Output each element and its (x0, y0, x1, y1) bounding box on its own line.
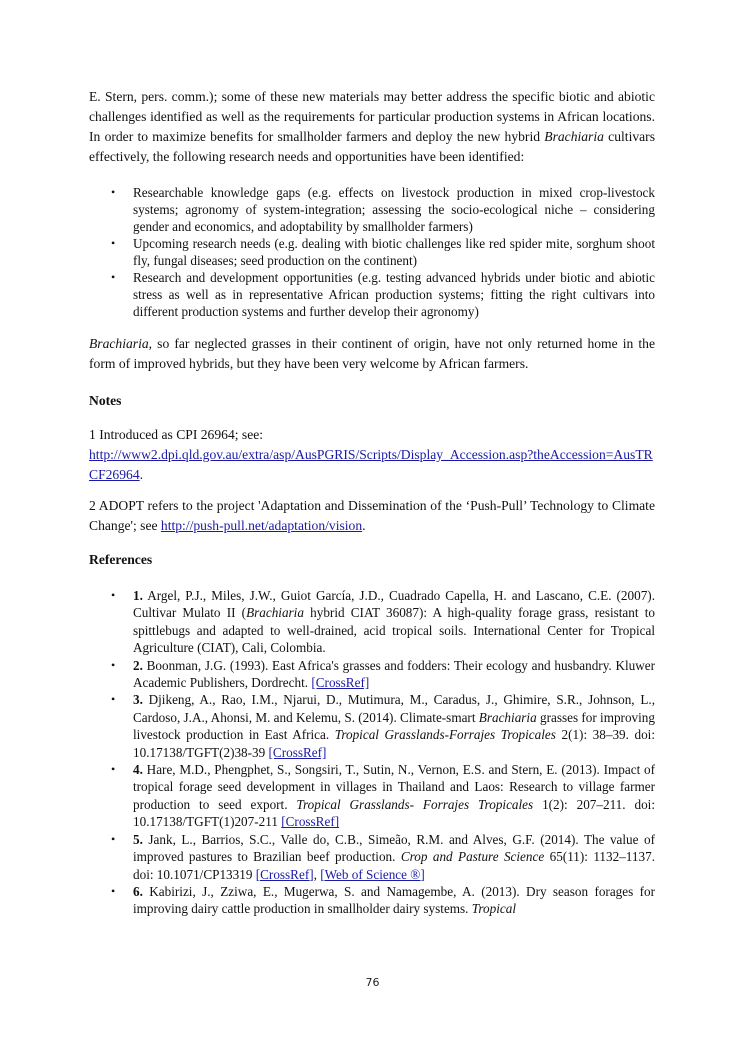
reference-item (89, 587, 655, 657)
reference-number: 4. (133, 762, 143, 778)
reference-item (89, 761, 655, 831)
list-item-text: Upcoming research needs (e.g. dealing with biotic challenges like red spider mite, sorghum shoot fly, fungal diseases; seed production on the continent) (133, 236, 655, 268)
bullet-icon: • (111, 588, 116, 602)
note-2-end: . (362, 518, 366, 533)
reference-text: Kabirizi, J., Zziwa, E., Mugerwa, S. and Namagembe, A. (2013). Dry season forages for improving dairy cattle production in smallholder dairy systems. (133, 883, 655, 917)
reference-text: grasses for improving livestock production in East Africa. (133, 709, 655, 743)
reference-journal: Tropical Grasslands-Forrajes Tropicales (334, 727, 556, 743)
intro-paragraph (89, 87, 655, 167)
note-2-text: 2 ADOPT refers to the project 'Adaptation and Dissemination of the ‘Push-Pull’ Technology to Climate Change'; see (89, 498, 655, 533)
closing-paragraph (89, 334, 655, 374)
document-page (89, 87, 655, 918)
crossref-link[interactable]: [CrossRef] (255, 866, 314, 882)
note-2-link[interactable]: http://push-pull.net/adaptation/vision (160, 518, 363, 533)
reference-journal: Tropical Grasslands- Forrajes Tropicales (296, 796, 534, 812)
crossref-link[interactable]: [CrossRef] (311, 675, 370, 691)
note-1-text: 1 Introduced as CPI 26964; see: (89, 427, 264, 442)
reference-item (89, 691, 655, 761)
crossref-link[interactable]: [CrossRef] (281, 814, 340, 830)
reference-text: 1(2): 207–211. doi: 10.17138/TGFT(1)207-211 (133, 796, 655, 830)
intro-italic-genus: Brachiaria (544, 129, 604, 144)
reference-journal: Crop and Pasture Science (400, 849, 545, 865)
bullet-icon: • (111, 831, 116, 846)
page-number: 76 (365, 976, 380, 989)
note-1-link[interactable]: http://www2.dpi.qld.gov.au/extra/asp/AusPGRIS/Scripts/Display_Accession.asp?theAccession=AusTRCF26964 (89, 447, 653, 482)
crossref-link[interactable]: [CrossRef] (268, 744, 327, 760)
closing-text: , so far neglected grasses in their continent of origin, have not only returned home in the form of improved hybrids, but they have been very welcome by African farmers. (89, 336, 655, 371)
list-item (89, 184, 655, 235)
web-of-science-link[interactable]: [Web of Science ®] (320, 866, 425, 882)
research-needs-list (89, 184, 655, 320)
bullet-icon: • (111, 692, 116, 707)
bullet-icon: • (111, 185, 116, 199)
bullet-icon: • (111, 762, 116, 777)
reference-number: 5. (133, 831, 143, 847)
reference-item (89, 883, 655, 918)
reference-italic: Brachiaria (246, 605, 304, 621)
closing-italic-genus: Brachiaria (89, 336, 149, 351)
reference-text: Argel, P.J., Miles, J.W., Guiot García, J.D., Cuadrado Capella, H. and Lascano, C.E. (2007). Cultivar Mulato II ( (133, 588, 655, 621)
reference-text: 65(11): 1132–1137. doi: 10.1071/CP13319 (133, 849, 655, 882)
note-1-end: . (139, 467, 144, 482)
bullet-icon: • (111, 883, 116, 898)
references-heading: References (89, 552, 153, 567)
references-list (89, 587, 655, 918)
reference-number: 1. (133, 588, 143, 603)
bullet-icon: • (111, 657, 116, 672)
reference-text: hybrid CIAT 36087): A high-quality forage grass, resistant to spittlebugs and adapted to well-drained, acid tropical soils. International Center for Tropical Agriculture (CIAT), Cali, Colombia. (133, 605, 655, 656)
reference-text: Jank, L., Barrios, S.C., Valle do, C.B., Simeão, R.M. and Alves, G.F. (2014). The value of improved pastures to Brazilian beef production. (133, 831, 655, 865)
note-2 (89, 496, 655, 536)
bullet-icon: • (111, 270, 116, 284)
notes-heading: Notes (89, 393, 122, 408)
reference-item (89, 831, 655, 883)
reference-text: Hare, M.D., Phengphet, S., Songsiri, T., Sutin, N., Vernon, E.S. and Stern, E. (2013). Impact of tropical forage seed development in villages in Thailand and Laos: Research to village farmer production to seed export. (133, 762, 655, 812)
list-item (89, 269, 655, 320)
reference-number: 3. (133, 692, 143, 708)
list-item-text: Research and development opportunities (e.g. testing advanced hybrids under biotic and abiotic stress as well as in representative African production systems; fitting the right cultivars into different production systems and further develop their agronomy) (133, 270, 655, 319)
reference-text: Boonman, J.G. (1993). East Africa's grasses and fodders: Their ecology and husbandry. Kluwer Academic Publishers, Dordrecht. (133, 657, 655, 691)
note-1 (89, 425, 655, 485)
reference-text: 2(1): 38–39. doi: 10.17138/TGFT(2)38-39 (133, 727, 656, 760)
reference-journal: Tropical (471, 901, 516, 917)
reference-item (89, 657, 655, 692)
reference-italic: Brachiaria (478, 709, 537, 725)
reference-number: 2. (133, 657, 143, 673)
intro-text-1: E. Stern, pers. comm.); some of these new materials may better address the specific biotic and abiotic challenges identified as well as the requirements for particular production systems in African locations. In order to maximize benefits for smallholder farmers and deploy the new hybrid (89, 89, 655, 144)
list-item-text: Researchable knowledge gaps (e.g. effects on livestock production in mixed crop-livestock systems; agronomy of system-integration; assessing the socio-ecological niche – considering gender and economics, and adoptability by smallholder farmers) (133, 185, 655, 234)
reference-text: Djikeng, A., Rao, I.M., Njarui, D., Mutimura, M., Caradus, J., Ghimire, S.R., Johnson, L., Cardoso, J.A., Ahonsi, M. and Kelemu, S. (2014). Climate-smart (133, 692, 655, 725)
list-item (89, 235, 655, 269)
intro-text-2: cultivars effectively, the following research needs and opportunities have been identified: (89, 129, 655, 164)
reference-number: 6. (133, 883, 143, 899)
bullet-icon: • (111, 236, 116, 250)
reference-separator: , (313, 866, 321, 882)
